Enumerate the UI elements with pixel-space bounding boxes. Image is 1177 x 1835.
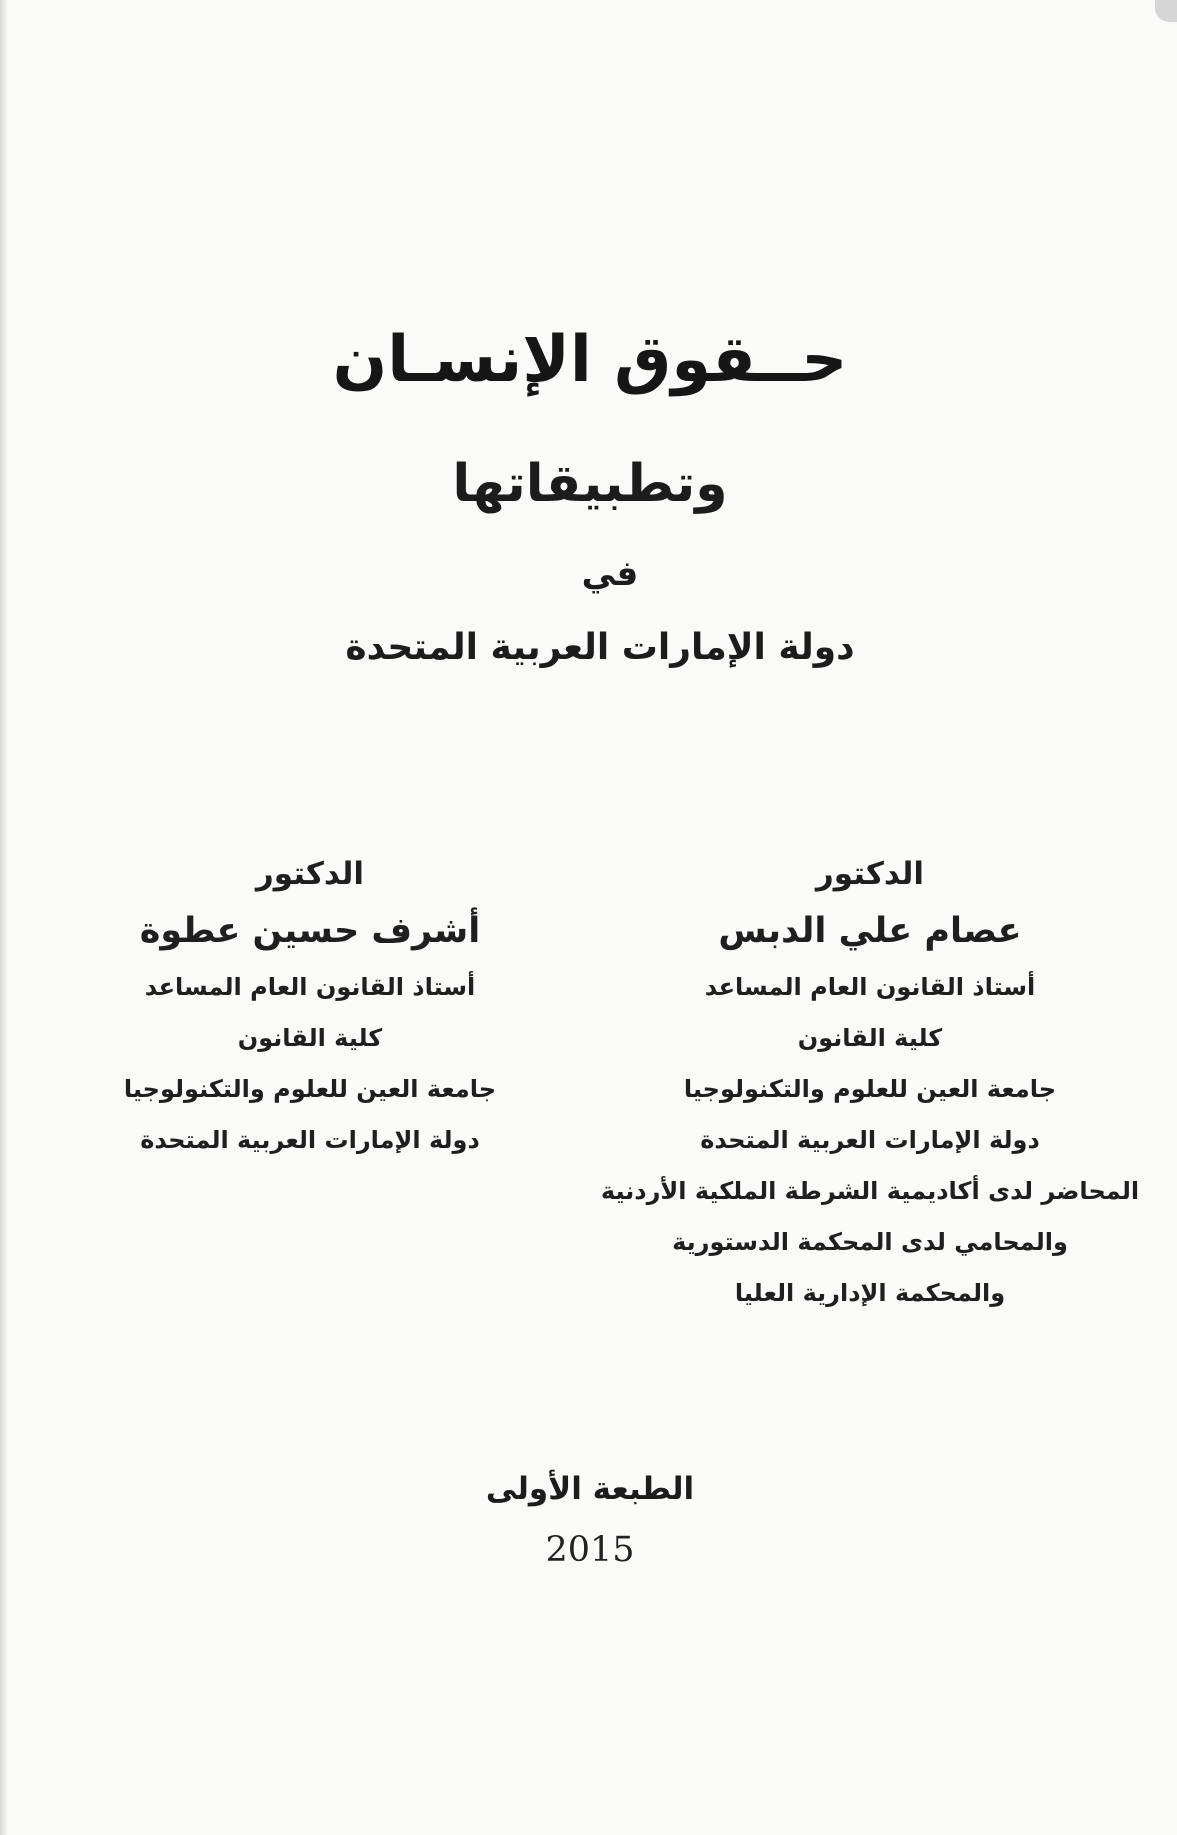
author-1-line-2: كلية القانون: [797, 1024, 943, 1052]
author-1-name: عصام علي الدبس: [718, 911, 1022, 951]
author-2-line-1: أستاذ القانون العام المساعد: [144, 973, 476, 1001]
author-1-block: [570, 848, 1170, 1319]
book-title: حــقوق الإنسـان: [332, 323, 848, 397]
author-2-degree: الدكتور: [255, 856, 365, 892]
edition-label: الطبعة الأولى: [485, 1471, 695, 1507]
author-1-line-1: أستاذ القانون العام المساعد: [704, 973, 1036, 1001]
author-1-line-6: والمحامي لدى المحكمة الدستورية: [672, 1228, 1068, 1256]
author-1-line-4: دولة الإمارات العربية المتحدة: [700, 1126, 1040, 1154]
author-1-line-5: المحاضر لدى أكاديمية الشرطة الملكية الأردنية: [600, 1177, 1140, 1205]
book-country: دولة الإمارات العربية المتحدة: [345, 627, 855, 668]
page-edge-shadow: [0, 0, 8, 1835]
author-2-line-2: كلية القانون: [237, 1024, 383, 1052]
author-2-line-4: دولة الإمارات العربية المتحدة: [140, 1126, 480, 1154]
author-2-line-3: جامعة العين للعلوم والتكنولوجيا: [123, 1075, 497, 1103]
author-2-name: أشرف حسين عطوة: [139, 911, 481, 951]
author-1-line-3: جامعة العين للعلوم والتكنولوجيا: [683, 1075, 1057, 1103]
page-corner: [1155, 0, 1177, 22]
author-2-block: [90, 848, 530, 1166]
edition-year: 2015: [545, 1530, 635, 1570]
book-subtitle: وتطبيقاتها: [452, 454, 728, 514]
author-1-line-7: والمحكمة الإدارية العليا: [734, 1279, 1006, 1307]
book-preposition: في: [581, 554, 639, 594]
author-1-degree: الدكتور: [815, 856, 925, 892]
